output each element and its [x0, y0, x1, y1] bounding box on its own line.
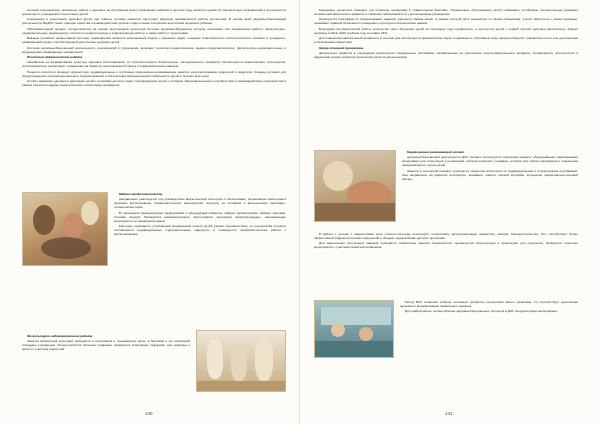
- paragraph: Для повышения двигательной активности в течение дня используются динамические паузы, подвижные и спортивные игры, физкультминутки, гимнастика после сна, дыхательная и пальчиковая гимнастика.: [314, 36, 578, 45]
- paragraph: В учреждении функционируют медицинский и процедурный кабинеты, кабинет физиотерапии, кабинет массажа, соляная пещера. Проводятся витаминотерапия, фитотерапия, ингаляции, физиопроцедуры, закаливающие мероприятия по назначению врача.: [114, 210, 286, 223]
- section-heading: Медико-профилактическое: [119, 192, 163, 196]
- paragraph: направление реализуется под руководством врача высшей категории и обеспечивает организацию мониторинга здоровья воспитанников, профилактических мероприятий, контроль за питанием и выполнением санитарно-гигиенических норм.: [114, 197, 286, 210]
- right-page: [300, 0, 600, 424]
- medical-text: [114, 192, 286, 238]
- girls-gymnastics-photo: [196, 330, 286, 392]
- paragraph: Важным условием эффективной системы оздоровления является комплексный подход к решению задач, создание благоприятного психологического климата и предметно-развивающей среды, способствующей укреплению здоровья детей.: [22, 36, 286, 45]
- paragraph: Занятия физической культурой проводятся в спортивном и тренажёрном залах, в бассейне и на спортивной площадке учреждения. Осуществляется обучение плаванию, проводятся спортивные праздники, дни здоровья и досуги с участием родителей.: [22, 339, 190, 352]
- paragraph: Занятия в сенсорной комнате проводятся педагогом-психологом по индивидуальным и подгрупповым программам. Они направлены на развитие восприятия, внимания, памяти, мелкой моторики, коррекцию эмоционально-волевой сферы.: [402, 168, 578, 181]
- paragraph: Реализуется программа по формированию навыков здорового образа жизни, в рамках которой дети знакомятся со своим организмом, учатся заботиться о своём здоровье, осваивают правила безопасного поведения и культурно-гигиенические навыки.: [314, 17, 578, 26]
- paragraph: Ежедневно дошколята проводят три открытые тренировки в плавательном бассейне. Проведенное обследование детей показывает устойчивую положительную динамику показателей физического развития и снижение заболеваемости у воспитанников учреждения.: [314, 8, 578, 17]
- left-top-text: [22, 8, 286, 88]
- section-heading: Физкультурно-оздоровительное работа: [27, 334, 93, 338]
- paragraph: здоровьесберегающей деятельности ДОУ. Активно используется сенсорная комната, оборудованная современными средствами для стимуляции и релаксации, которая позволяет создавать условия для снятия напряжения и повышения эмоционального тонуса детей.: [402, 155, 578, 168]
- paragraph: Для эффективного осуществления здоровьесберегающего процесса в ДОУ предусмотрена необходимая...: [405, 309, 560, 314]
- right-bottom-text: [314, 232, 578, 251]
- paragraph: Система здоровьесберегающей деятельности, реализуемой в учреждении, включает психолого-педагогическое, медико-профилактическое, физкультурно-оздоровительное и коррекционно-развивающее направления.: [22, 45, 286, 54]
- bos-text: [400, 300, 578, 315]
- section-heading: Психолого-педагогическое работа: [27, 54, 83, 59]
- paragraph: Педагоги-психологи проводят диагностику, индивидуальные и групповые коррекционно-развивающие занятия, консультирование родителей и педагогов. Созданы условия для предупреждения психоэмоционального перенапряжения и обеспечения эмоциональной стабильности детей в течение всего дня.: [22, 69, 286, 78]
- paragraph: Благодаря систематической работе количество часто болеющих детей за последние годы сократилось, а количество детей с первой группой здоровья увеличилось. Индекс здоровья в 2014–2015 учебном году составил 24%.: [314, 26, 578, 35]
- swimming-pool-photo: [314, 300, 394, 358]
- section-heading: Кроме основной программы: [319, 45, 364, 50]
- children-exercise-photo: [22, 192, 108, 266]
- paragraph: Для закрепления полученных навыков проводятся совместные занятия специалистов, организуются консультации и практикумы для родителей, проводятся открытые мероприятия с участием семей воспитанников.: [314, 241, 578, 250]
- paragraph: Образовательный процесс осуществляется на основе выстроенной целостной системы здоровьесбережения, которая охватывает все направления работы: физкультурно-оздоровительную, медицинскую, психолого-педагогическую и коррекционную работу, а также работу с родителями.: [22, 26, 286, 35]
- paragraph: Сохранение и укрепление здоровья детей, как главное условие развития, выступает ведущим направлением работы коллектива. В основе всей здоровьесберегающей деятельности МАДОУ лежит принцип единства и взаимодействия детского сада и семьи в вопросах воспитания здорового ребёнка.: [22, 17, 286, 26]
- physical-text: [22, 334, 190, 353]
- paragraph: В работе с детьми с нарушениями речи учителя-логопеды используют логоритмику, артикуляционную гимнастику, массаж, биоэнергопластику. Это способствует более эффективной коррекции речевых нарушений и общему оздоровлению детского организма.: [314, 232, 578, 241]
- paragraph: Ежегодно проводится углублённый медицинский осмотр детей узкими специалистами, по результатам которого составляются индивидуальные оздоровительные маршруты и планируется профилактическая работа с воспитанниками.: [114, 224, 286, 237]
- correction-text: [402, 150, 578, 182]
- right-top-text: [314, 8, 578, 60]
- page-number: 141: [445, 411, 453, 416]
- page-number: 140: [145, 411, 153, 416]
- massage-session-photo: [314, 150, 396, 222]
- paragraph: Метод БОС позволяет ребёнку осознанно управлять процессами своего организма, что способствует укреплению здоровья и формированию правильного дыхания.: [400, 300, 578, 309]
- paragraph: Особое внимание уделяется адаптации детей к условиям детского сада, сопровождению детей с особыми образовательными потребностями и взаимодействию специалистов в рамках психолого-медико-педагогического консилиума учреждения.: [22, 78, 286, 87]
- section-heading: Коррекционно-развивающий аспект: [407, 150, 465, 154]
- paragraph: направлена на формирование культуры здоровья воспитанников, их психологического благополучия, эмоционального комфорта. Используются сказкотерапия, игротерапия, психогимнастика, релаксация, упражнения на развитие эмоциональной сферы и коммуникативных навыков.: [22, 60, 286, 69]
- paragraph: физического развития в учреждении реализуются парциальные программы, направленные на укрепление опорно-двигательного аппарата, профилактику плоскостопия и нарушений осанки, развитие физических качеств дошкольников.: [314, 50, 578, 59]
- paragraph: которой оздоровления, неизменно забота о здоровье на протяжении всего пребывания ребёнка в детском саду является одним из приоритетных направлений в деятельности дошкольного учреждения и воспитания детей.: [22, 8, 286, 17]
